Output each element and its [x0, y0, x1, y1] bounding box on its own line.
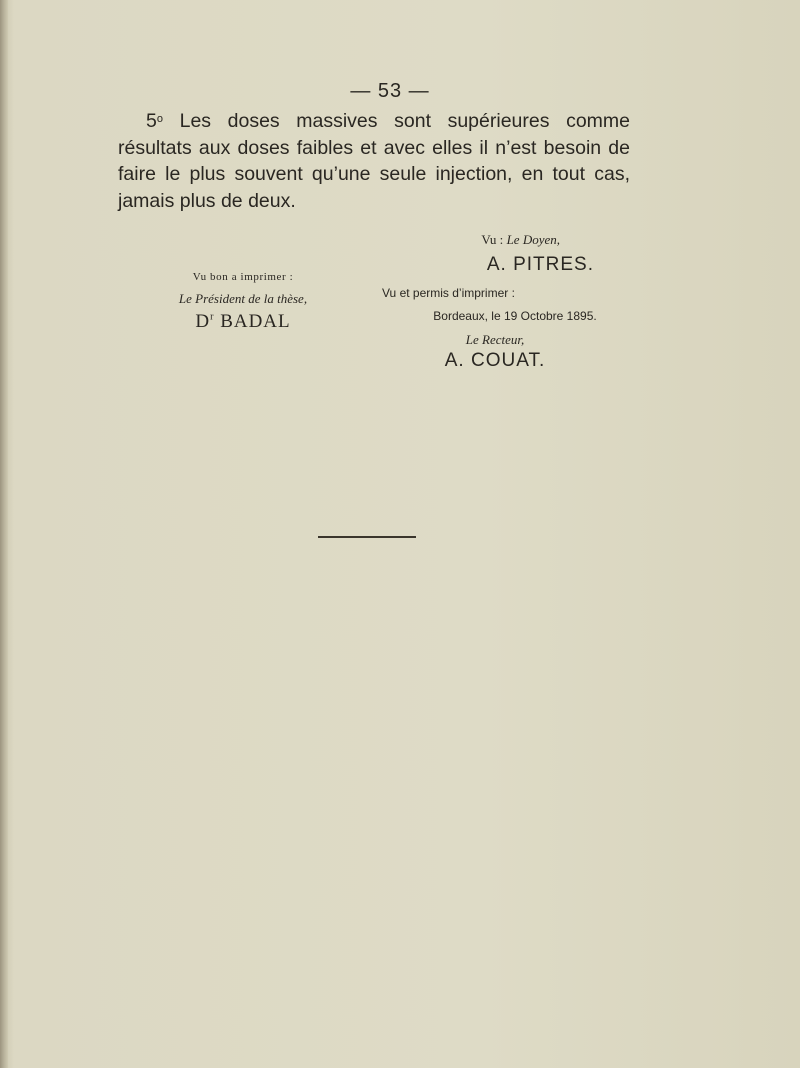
paragraph-numeral: 5 — [146, 110, 157, 132]
doyen-label: Le Doyen, — [506, 232, 560, 247]
recteur-name: A. COUAT. — [444, 350, 546, 371]
paragraph-ordinal-mark: o — [156, 113, 163, 125]
president-title-sup: r — [210, 311, 215, 323]
president-approval-block — [148, 270, 338, 333]
president-surname: BADAL — [220, 311, 291, 332]
dean-rector-approval-block — [370, 232, 610, 372]
doyen-name: A. PITRES. — [486, 254, 594, 275]
recteur-label: Le Recteur, — [465, 332, 525, 347]
vu-label: Vu : — [481, 232, 504, 247]
page-number: — 53 — — [350, 80, 430, 102]
conclusion-paragraph — [118, 106, 630, 214]
page-binding-edge — [0, 0, 8, 1068]
president-name — [148, 311, 338, 333]
president-label: Le Président de la thèse, — [178, 291, 308, 306]
permis-imprimer-label: Vu et permis d’imprimer : — [382, 286, 515, 300]
vu-bon-a-imprimer-label: Vu bon a imprimer : — [192, 271, 294, 283]
end-rule-divider — [318, 536, 416, 538]
paragraph-text: Les doses massives sont supérieures comme résultats aux doses faibles et avec elles il n’est besoin de faire le plus souvent qu’une seule injection, en tout cas, jamais plus de deux. — [118, 110, 630, 212]
place-date: Bordeaux, le 19 Octobre 1895. — [433, 309, 597, 323]
vu-doyen-line — [370, 232, 610, 248]
president-title: D — [195, 311, 211, 332]
